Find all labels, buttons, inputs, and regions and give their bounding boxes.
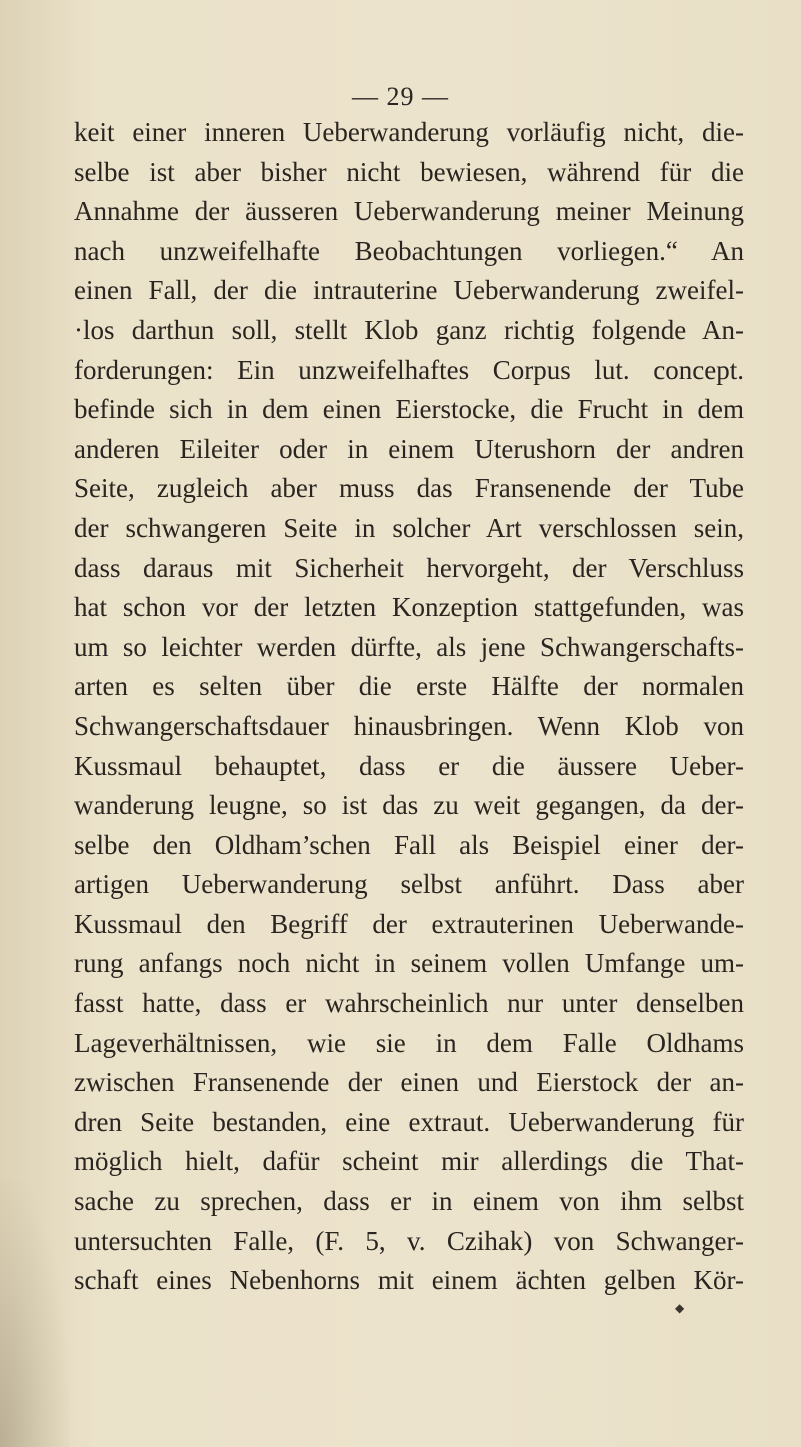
text-line: möglich hielt, dafür scheint mir allerdings die That- [74, 1146, 744, 1177]
text-line: hat schon vor der letzten Konzeption stattgefunden, was [74, 592, 744, 623]
text-line: selbe ist aber bisher nicht bewiesen, während für die [74, 156, 744, 187]
text-line: befinde sich in dem einen Eierstocke, die Frucht in dem [74, 394, 744, 425]
text-line: Seite, zugleich aber muss das Fransenende der Tube [74, 473, 744, 504]
text-line: um so leichter werden dürfte, als jene Schwangerschafts- [74, 631, 744, 662]
text-line: dren Seite bestanden, eine extraut. Ueberwanderung für [74, 1106, 744, 1137]
text-line: schaft eines Nebenhorns mit einem ächten gelben Kör- [74, 1265, 744, 1296]
text-line: ·los darthun soll, stellt Klob ganz richtig folgende An- [74, 314, 744, 345]
text-line: wanderung leugne, so ist das zu weit gegangen, da der- [74, 790, 744, 821]
text-line: Lageverhältnissen, wie sie in dem Falle Oldhams [74, 1027, 744, 1058]
text-line: anderen Eileiter oder in einem Uterushorn der andren [74, 433, 744, 464]
text-line: der schwangeren Seite in solcher Art verschlossen sein, [74, 512, 744, 543]
text-line: sache zu sprechen, dass er in einem von ihm selbst [74, 1186, 744, 1217]
text-line: Kussmaul den Begriff der extrauterinen Ueberwande- [74, 908, 744, 939]
text-line: keit einer inneren Ueberwanderung vorläufig nicht, die- [74, 117, 744, 147]
text-line: selbe den Oldham’schen Fall als Beispiel einer der- [74, 829, 744, 860]
page-number: — 29 — [352, 82, 449, 111]
text-line: dass daraus mit Sicherheit hervorgeht, der Verschluss [74, 552, 744, 583]
ink-speck-icon: ◆ [675, 1301, 685, 1315]
text-line: untersuchten Falle, (F. 5, v. Czihak) von Schwanger- [74, 1225, 744, 1256]
text-line: arten es selten über die erste Hälfte der normalen [74, 671, 744, 702]
text-line: nach unzweifelhafte Beobachtungen vorliegen.“ An [74, 235, 744, 266]
text-line: Annahme der äusseren Ueberwanderung meiner Meinung [74, 196, 744, 227]
text-line: einen Fall, der die intrauterine Ueberwanderung zweifel- [74, 275, 744, 306]
body-text [74, 113, 744, 1301]
text-line: Kussmaul behauptet, dass er die äussere Ueber- [74, 750, 744, 781]
text-line: zwischen Fransenende der einen und Eierstock der an- [74, 1067, 744, 1098]
text-line: fasst hatte, dass er wahrscheinlich nur unter denselben [74, 988, 744, 1019]
text-line: Schwangerschaftsdauer hinausbringen. Wenn Klob von [74, 710, 744, 741]
text-line: artigen Ueberwanderung selbst anführt. Dass aber [74, 869, 744, 900]
text-line: rung anfangs noch nicht in seinem vollen Umfange um- [74, 948, 744, 979]
text-line: forderungen: Ein unzweifelhaftes Corpus lut. concept. [74, 354, 744, 385]
page-edge-shadow [0, 1180, 70, 1447]
